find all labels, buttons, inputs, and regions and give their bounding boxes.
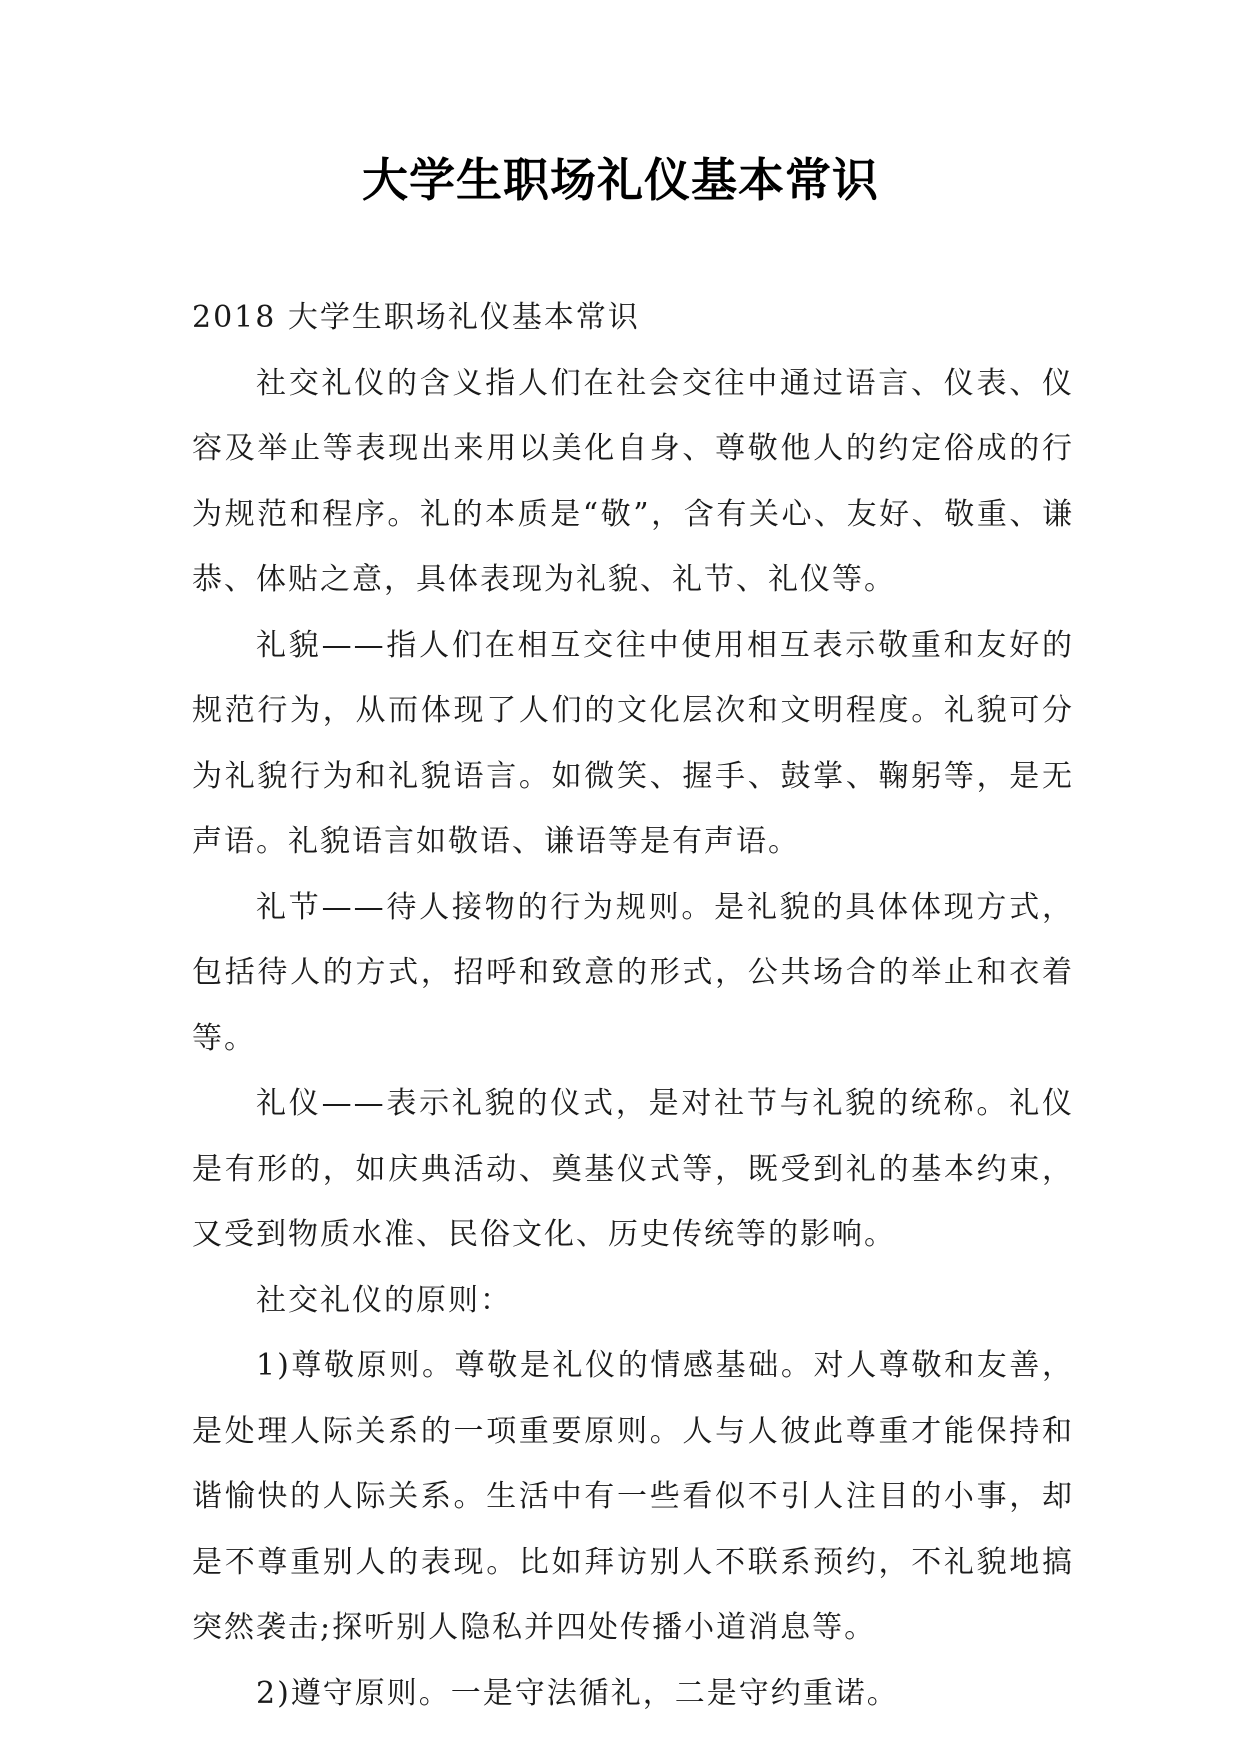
paragraph-etiquette-rules: 礼节——待人接物的行为规则。是礼貌的具体体现方式，包括待人的方式，招呼和致意的形式，公共场合的举止和衣着等。: [192, 889, 1074, 1056]
paragraph-courtesy: 礼貌——指人们在相互交往中使用相互表示敬重和友好的规范行为，从而体现了人们的文化层次和文明程度。礼貌可分为礼貌行为和礼貌语言。如微笑、握手、鼓掌、鞠躬等，是无声语。礼貌语言如敬语、谦语等是有声语。: [192, 627, 1074, 859]
document-body: [192, 285, 1074, 1726]
paragraph-principle-respect: 1)尊敬原则。尊敬是礼仪的情感基础。对人尊敬和友善，是处理人际关系的一项重要原则。人与人彼此尊重才能保持和谐愉快的人际关系。生活中有一些看似不引人注目的小事，却是不尊重别人的表现。比如拜访别人不联系预约，不礼貌地搞突然袭击;探听别人隐私并四处传播小道消息等。: [192, 1348, 1074, 1645]
paragraph-principles-heading: 社交礼仪的原则：: [256, 1282, 512, 1318]
paragraph-ceremony: 礼仪——表示礼貌的仪式，是对社节与礼貌的统称。礼仪是有形的，如庆典活动、奠基仪式等，既受到礼的基本约束，又受到物质水准、民俗文化、历史传统等的影响。: [192, 1086, 1074, 1252]
paragraph-definition: 社交礼仪的含义指人们在社会交往中通过语言、仪表、仪容及举止等表现出来用以美化自身、尊敬他人的约定俗成的行为规范和程序。礼的本质是“敬”，含有关心、友好、敬重、谦恭、体贴之意，具体表现为礼貌、礼节、礼仪等。: [192, 365, 1074, 597]
document-title: 大学生职场礼仪基本常识: [362, 153, 879, 207]
paragraph-principle-compliance: 2)遵守原则。一是守法循礼，二是守约重诺。: [256, 1675, 899, 1711]
document-subtitle: 2018 大学生职场礼仪基本常识: [192, 300, 640, 335]
